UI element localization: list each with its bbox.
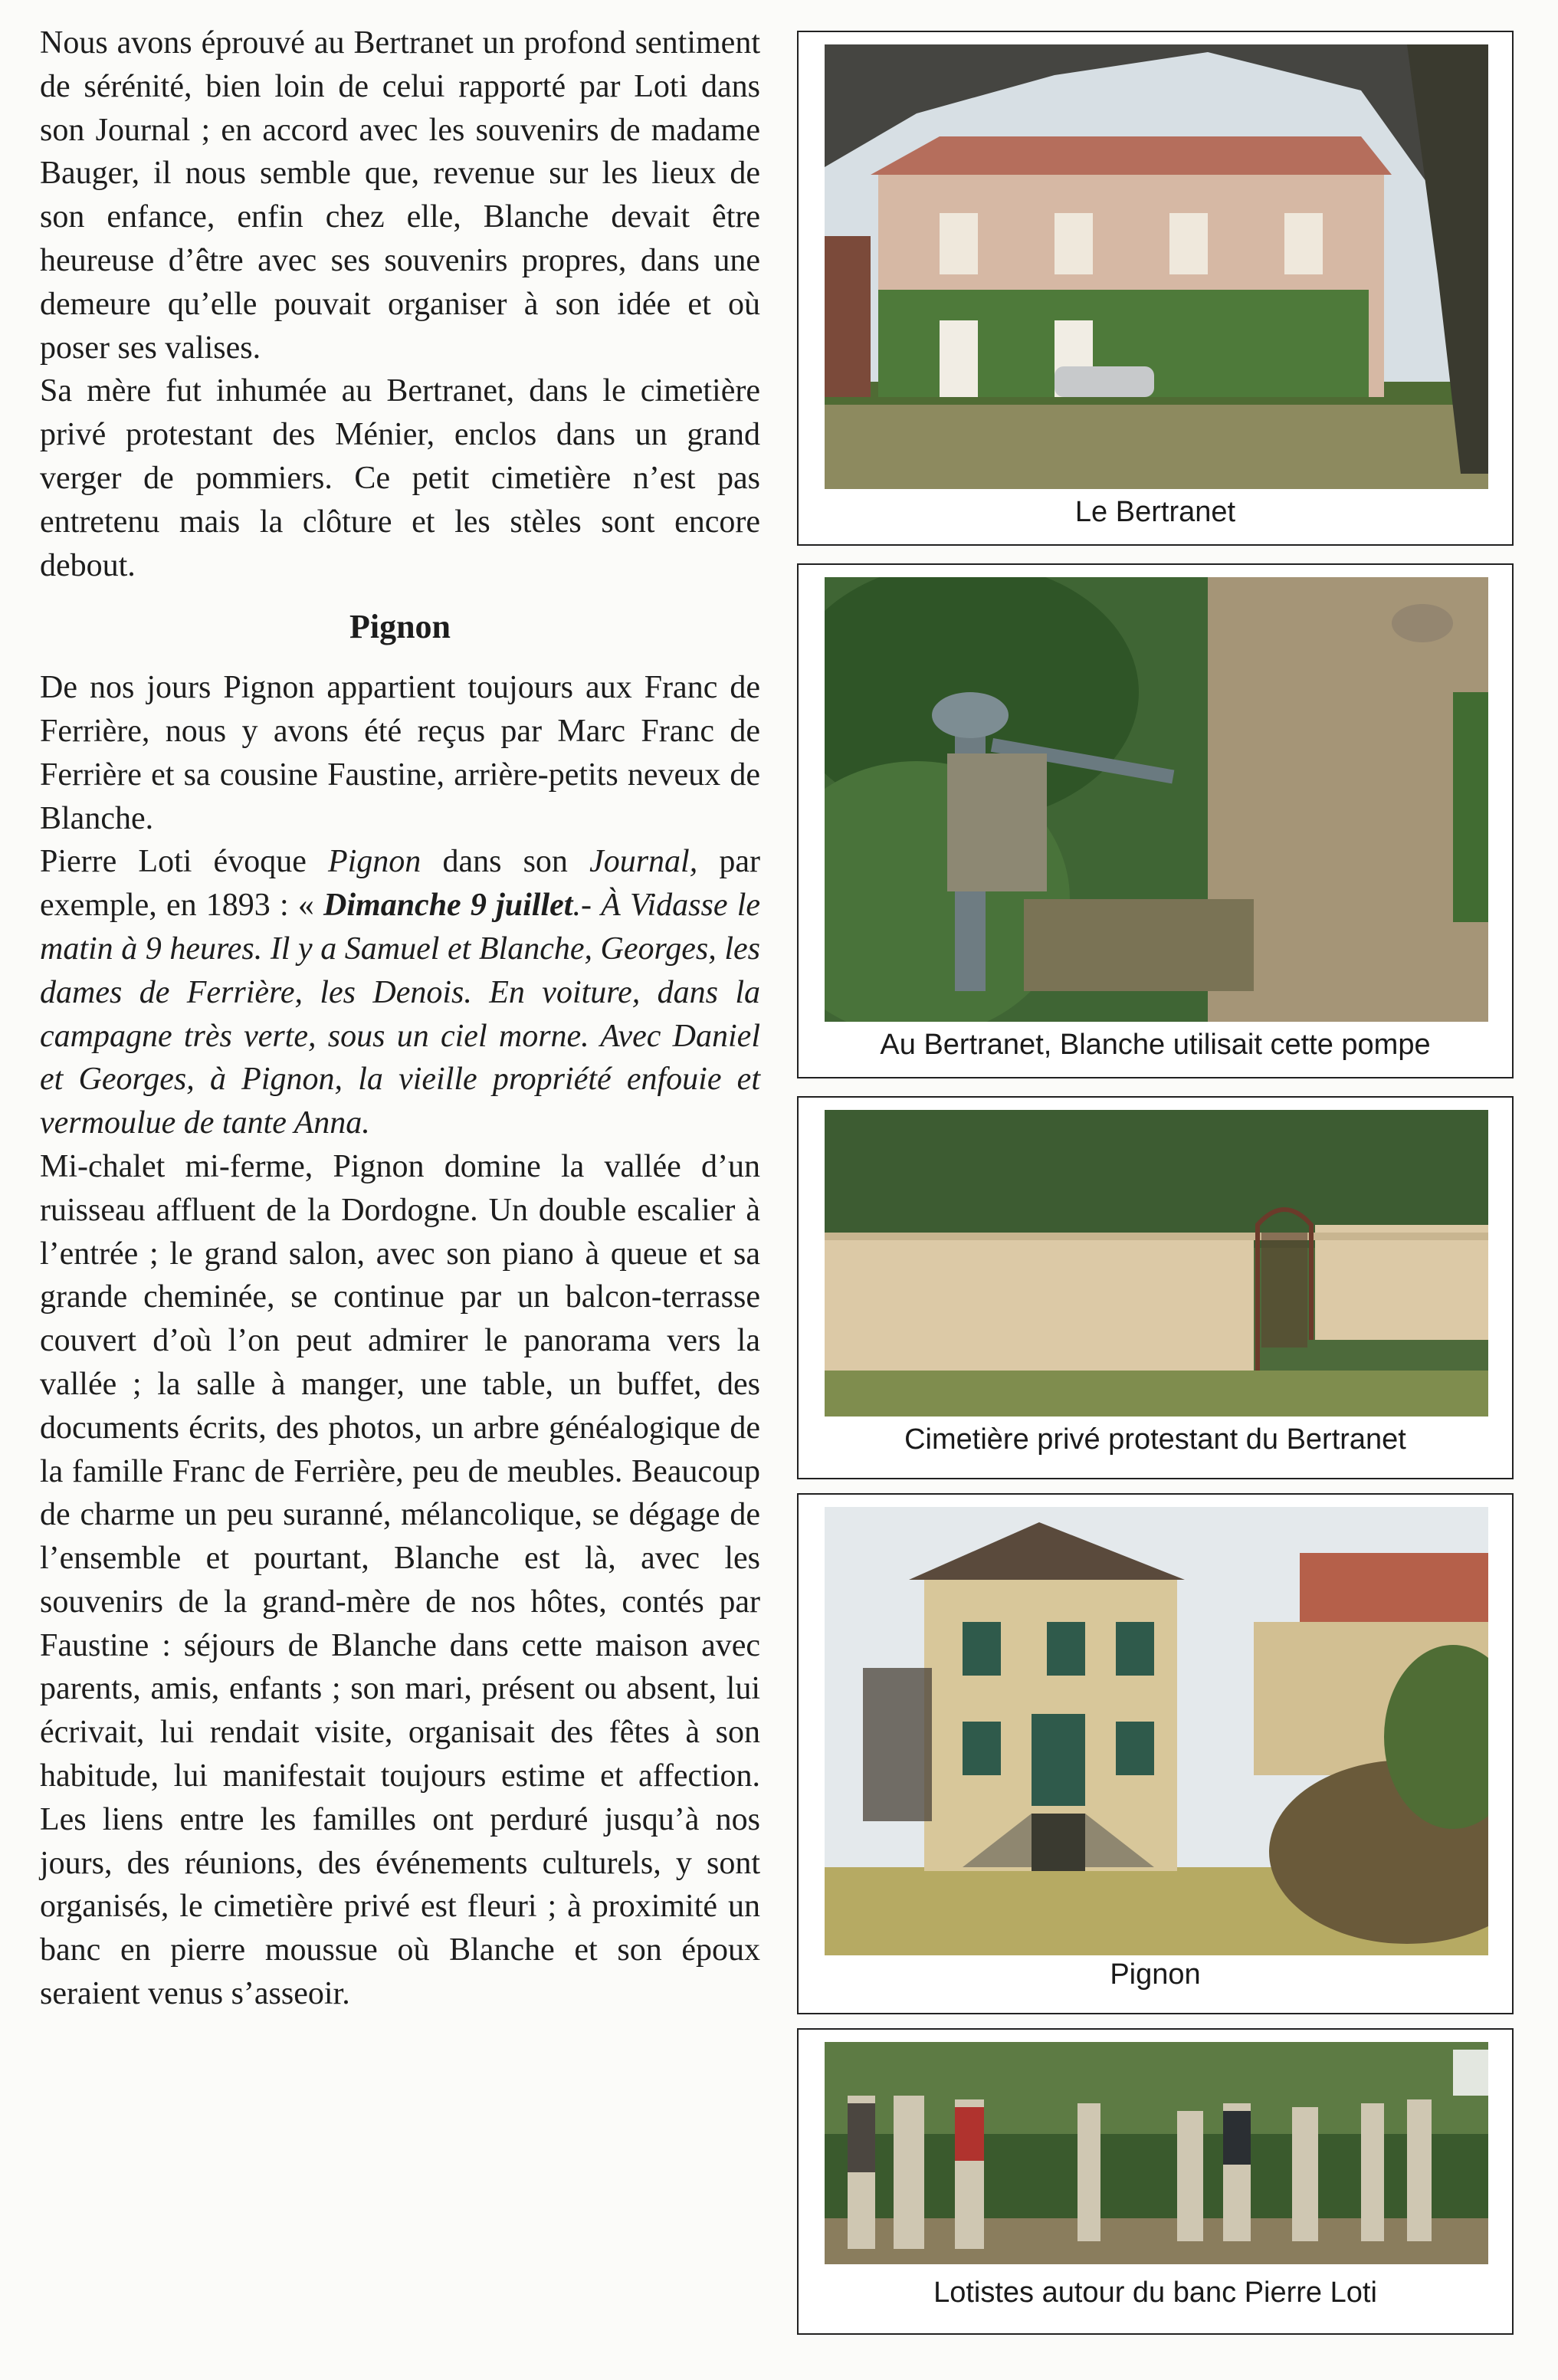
photo-frame-pignon [797, 1493, 1514, 2014]
paragraph-1-text: Nous avons éprouvé au Bertranet un profond sentiment de sérénité, bien loin de celui rapporté par Loti dans son Journal ; en accord avec les souvenirs de madame Bauger, il nous semble que, revenue sur les lieux de son enfance, enfin chez elle, Blanche devait être heureuse d’être avec ses souvenirs propres, dans une demeure qu’elle pouvait organiser à son idée et où poser ses valises. [40, 25, 760, 366]
paragraph-pignon-description [40, 1145, 760, 2016]
paragraph-mother-burial [40, 369, 760, 587]
photo-group-bench [825, 2042, 1488, 2264]
photo-frame-cemetery [797, 1096, 1514, 1479]
photo-pump [825, 577, 1488, 1022]
paragraph-5-text: Mi-chalet mi-ferme, Pignon domine la vallée d’un ruisseau affluent de la Dordogne. Un double escalier à l’entrée ; le grand salon, avec son piano à queue et sa grande cheminée, se continue par un balcon-terrasse couvert d’où l’on peut admirer le panorama vers la vallée ; la salle à manger, une table, un buffet, des documents écrits, des photos, un arbre généalogique de la famille Franc de Ferrière, peu de meubles. Beaucoup de charme un peu suranné, mélancolique, se dégage de l’ensemble et pourtant, Blanche est là, avec les souvenirs de la grand-mère de nos hôtes, contés par Faustine : séjours de Blanche dans cette maison avec parents, amis, enfants ; son mari, présent ou absent, lui écrivait, lui rendait visite, organisait des fêtes à son habitude, lui manifestait toujours estime et affection. Les liens entre les familles ont perduré jusqu’à nos jours, des réunions, des événements culturels, y sont organisés, le cimetière privé est fleuri ; à proximité un banc en pierre moussue où Blanche et son époux seraient venus s’asseoir. [40, 1148, 760, 2012]
paragraph-loti-journal [40, 840, 760, 1145]
paragraph-2-text: Sa mère fut inhumée au Bertranet, dans le cimetière privé protestant des Ménier, enclos dans un grand verger de pommiers. Ce petit cimetière n’est pas entretenu mais la clôture et les stèles sont encore debout. [40, 373, 760, 583]
p4-part-b: dans son [421, 844, 590, 880]
paragraph-pignon-owners [40, 666, 760, 840]
caption-cemetery: Cimetière privé protestant du Bertranet [904, 1423, 1406, 1456]
p4-journal-italic: Journal, [589, 844, 698, 880]
caption-pump: Au Bertranet, Blanche utilisait cette pompe [880, 1029, 1431, 1061]
article-text [40, 21, 760, 2016]
caption-bertranet: Le Bertranet [1074, 496, 1236, 528]
p4-quote-italic: .- À Vidasse le matin à 9 heures. Il y a Samuel et Blanche, Georges, les dames de Ferrière, les Denois. En voiture, dans la campagne très verte, sous un ciel morne. Avec Daniel et Georges, à Pignon, la vieille propriété enfouie et vermoulue de tante Anna. [40, 888, 760, 1141]
p4-pignon-italic: Pignon [327, 844, 421, 880]
photo-bertranet-house [825, 44, 1488, 489]
p4-part-a: Pierre Loti évoque [40, 844, 328, 880]
p4-date-bold-italic: Dimanche 9 juillet [323, 888, 573, 924]
photo-cemetery-wall [825, 1110, 1488, 1417]
photo-frame-group [797, 2028, 1514, 2335]
photo-frame-pump [797, 563, 1514, 1078]
section-heading-pignon: Pignon [349, 608, 451, 646]
photo-pignon-house [825, 1507, 1488, 1955]
photo-frame-bertranet [797, 31, 1514, 546]
paragraph-3-text: De nos jours Pignon appartient toujours aux Franc de Ferrière, nous y avons été reçus par Marc Franc de Ferrière et sa cousine Faustine, arrière-petits neveux de Blanche. [40, 670, 760, 836]
caption-group: Lotistes autour du banc Pierre Loti [933, 2277, 1377, 2309]
caption-pignon: Pignon [1110, 1958, 1201, 1991]
paragraph-bertranet-serenity [40, 21, 760, 369]
p4-part-c: par exemple, en 1893 : « [40, 844, 760, 924]
